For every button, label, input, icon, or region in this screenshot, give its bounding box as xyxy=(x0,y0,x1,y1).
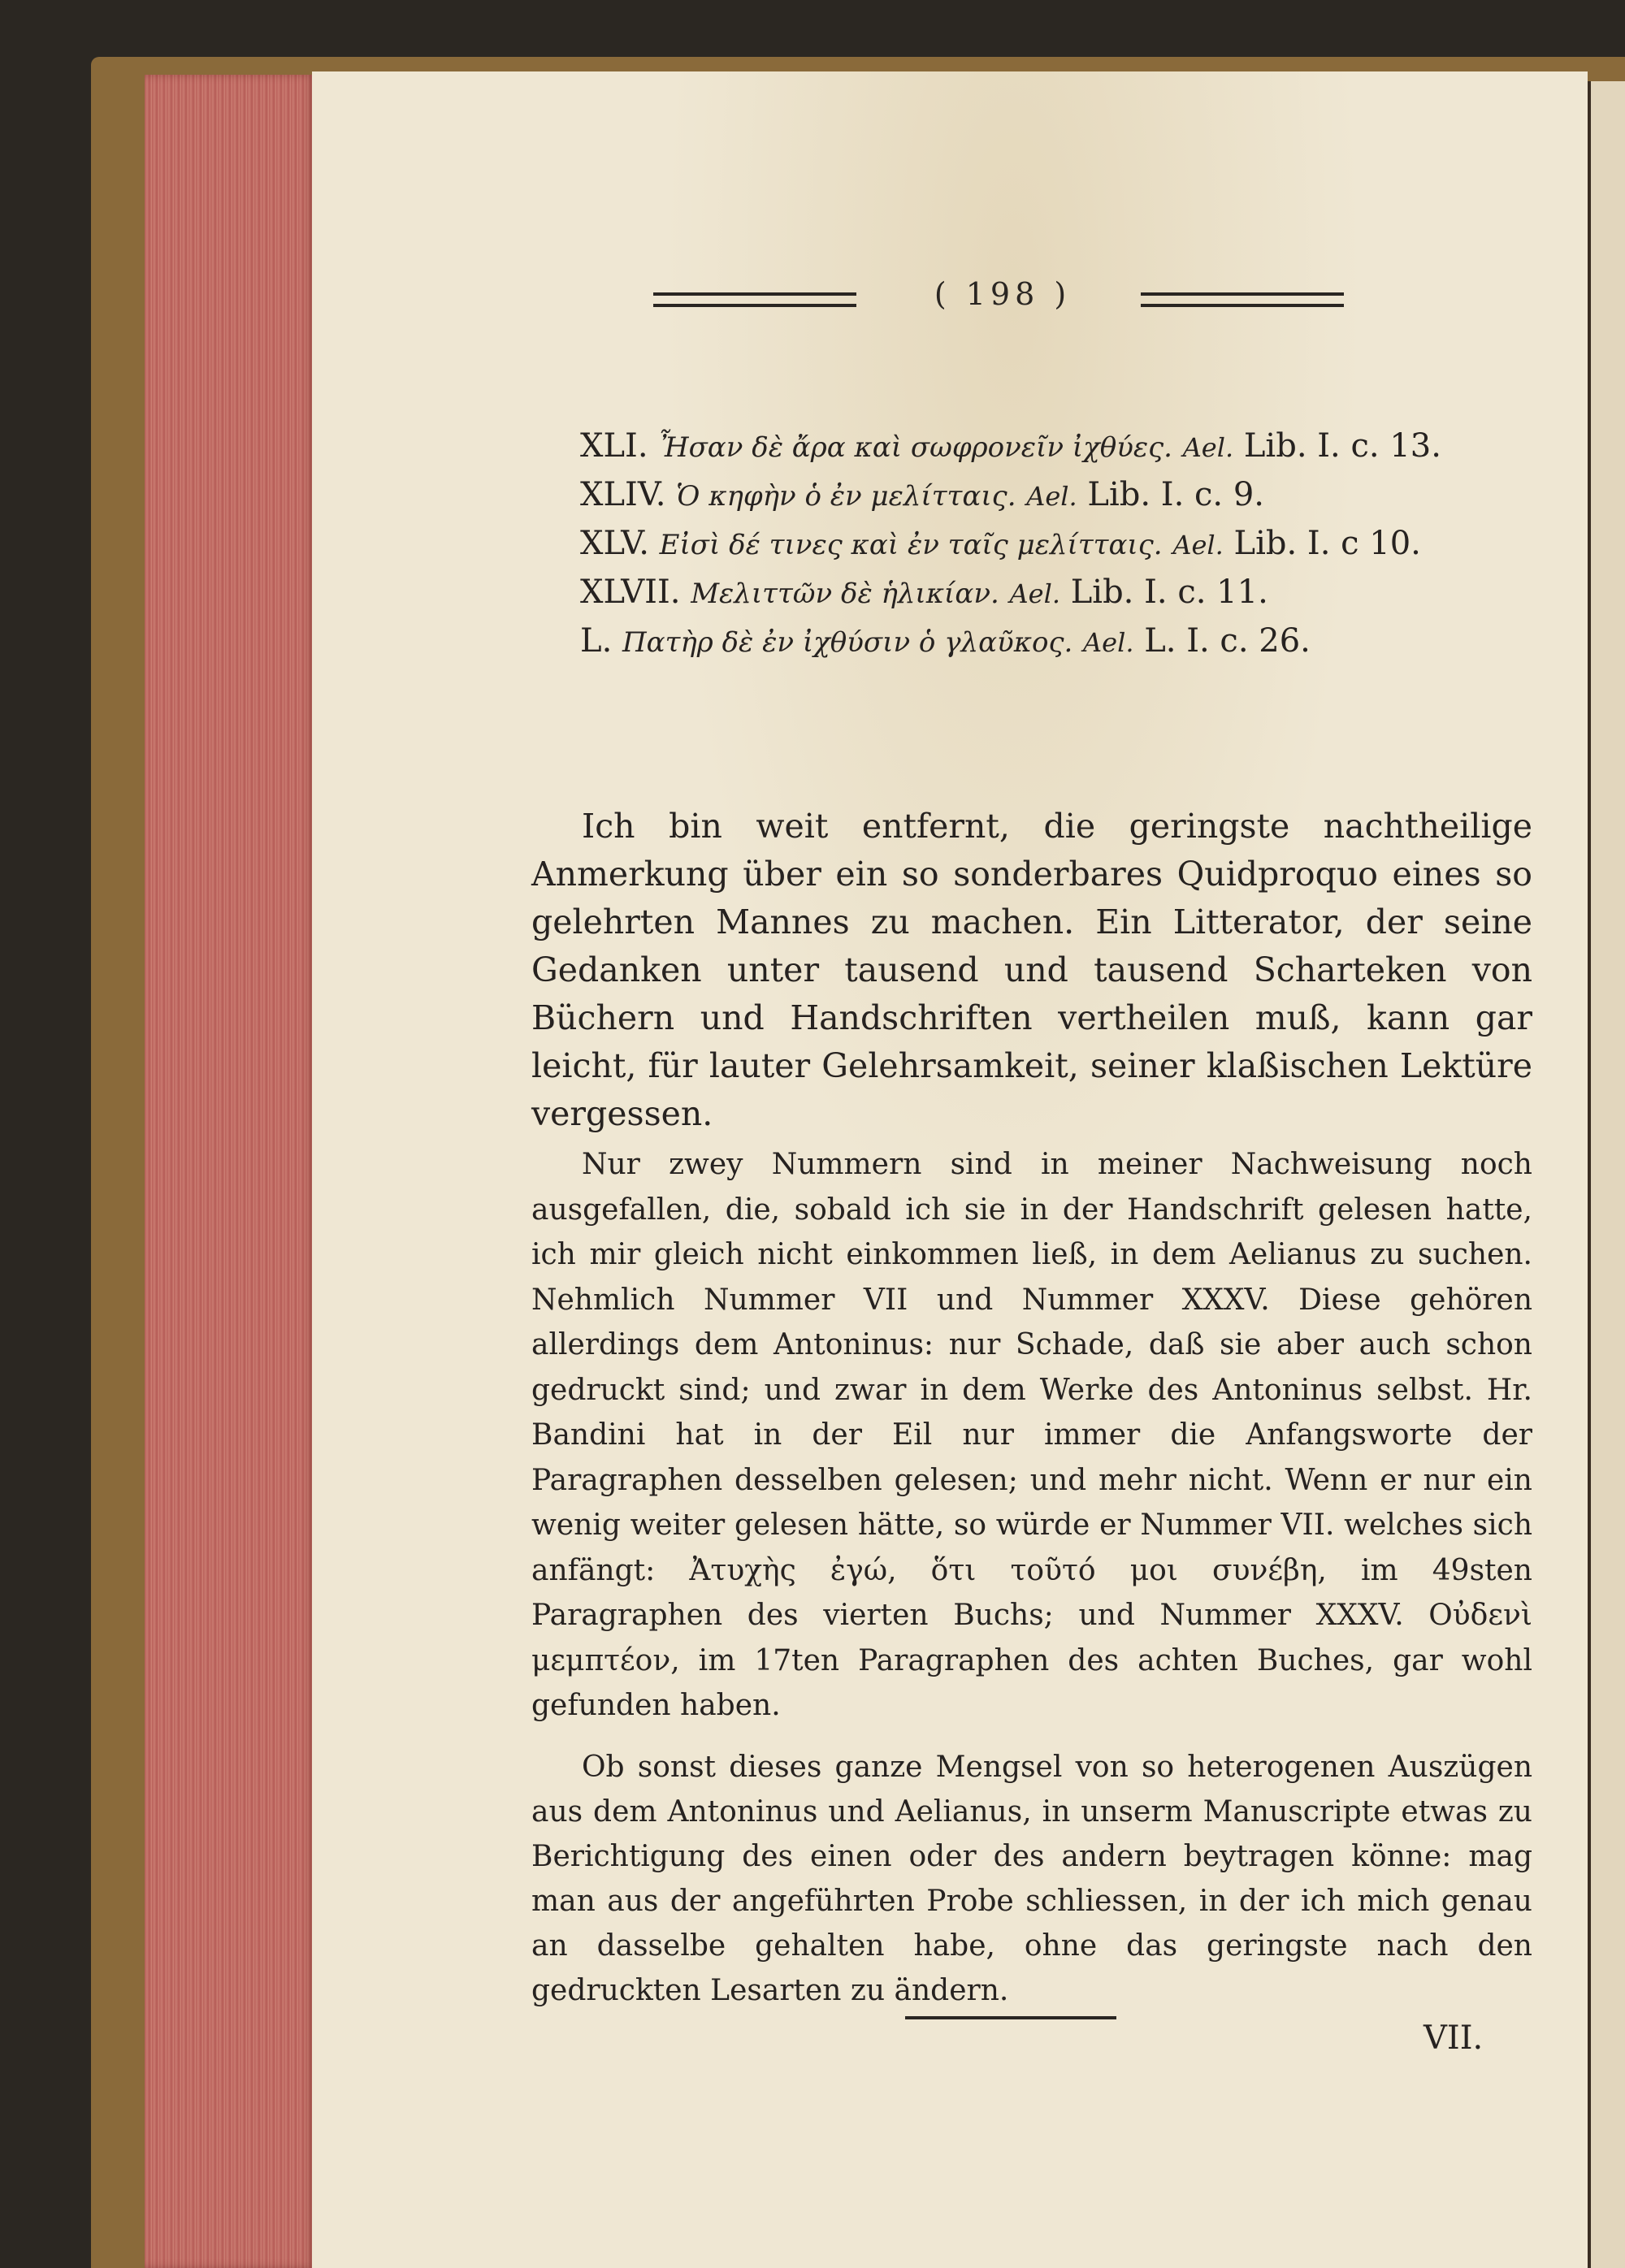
greek-text: Μελιττῶν δὲ ἡλικίαν. xyxy=(691,578,999,610)
body-paragraph: Ich bin weit entfernt, die geringste nachtheilige Anmerkung über ein so sonderbares Quidproquo eines so gelehrten Mannes zu machen. Ein Litterator, der seine Gedanken unter tausend und tausend Scharteken von Büchern und Handschriften vertheilen muß, kann gar leicht, für lauter Gelehrsamkeit, seiner klaßischen Lektüre vergessen. xyxy=(531,807,1532,1133)
catchword: VII. xyxy=(1424,2019,1484,2057)
body-paragraph: Ob sonst dieses ganze Mengsel von so heterogenen Auszügen aus dem Antoninus und Aelianus, in unserm Manuscripte etwas zu Berichtigung des einen oder des andern beytragen könne: mag man aus der angeführten Probe schliessen, in der ich mich genau an dasselbe gehalten habe, ohne das geringste nach den gedruckten Lesarten zu ändern. xyxy=(531,1751,1532,2007)
citation-entry xyxy=(580,422,1555,471)
entry-number: XLVII. xyxy=(580,573,681,611)
body-paragraph: Nur zwey Nummern sind in meiner Nachweisung noch ausgefallen, die, sobald ich sie in der Handschrift gelesen hatte, ich mir gleich nicht einkommen ließ, in dem Aelianus zu suchen. Nehmlich Nummer VII und Nummer XXXV. Diese gehören allerdings dem Antoninus: nur Schade, daß sie aber auch schon gedruckt sind; und zwar in dem Werke des Antoninus selbst. Hr. Bandini hat in der Eil nur immer die Anfangsworte der Paragraphen desselben gelesen; und mehr nicht. Wenn er nur ein wenig weiter gelesen hätte, so würde er Nummer VII. welches sich anfängt: Ἀτυχὴς ἐγώ, ὅτι τοῦτό μοι συνέβη, im 49sten Paragraphen des vierten Buchs; und Nummer XXXV. Οὐδενὶ μεμπτέον, im 17ten Paragraphen des achten Buches, gar wohl gefunden haben. xyxy=(531,1148,1532,1722)
citation-entry xyxy=(580,569,1555,617)
entry-reference: Lib. I. c 10. xyxy=(1233,525,1421,562)
citation-list xyxy=(580,422,1555,666)
entry-number: XLIV. xyxy=(580,476,666,513)
facing-page xyxy=(1586,81,1625,2268)
entry-number: XLI. xyxy=(580,427,648,465)
aelianus-abbrev: Ael. xyxy=(1026,481,1077,512)
entry-reference: Lib. I. c. 11. xyxy=(1070,573,1268,611)
closing-rule xyxy=(905,2016,1116,2019)
citation-entry xyxy=(580,471,1555,520)
header-rule-right xyxy=(1141,292,1344,307)
entry-number: XLV. xyxy=(580,525,649,562)
greek-text: Ἦσαν δὲ ἄρα καὶ σωφρονεῖν ἰχθύες. xyxy=(658,431,1172,464)
header-rule-left xyxy=(653,292,856,307)
page-number: ( 198 ) xyxy=(934,276,1072,312)
citation-entry xyxy=(580,617,1555,666)
citation-entry xyxy=(580,520,1555,569)
aelianus-abbrev: Ael. xyxy=(1009,578,1060,609)
entry-number: L. xyxy=(580,622,613,660)
entry-reference: Lib. I. c. 9. xyxy=(1087,476,1265,513)
greek-text: Ὁ κηφὴν ὁ ἐν μελίτταις. xyxy=(676,480,1016,513)
running-header xyxy=(312,276,1588,325)
greek-text: Εἰσὶ δέ τινες καὶ ἐν ταῖς μελίτταις. xyxy=(659,529,1163,561)
greek-text: Πατὴρ δὲ ἐν ἰχθύσιν ὁ γλαῦκος. xyxy=(622,626,1073,659)
page-edge xyxy=(145,75,315,2268)
book-page xyxy=(312,71,1588,2268)
entry-reference: Lib. I. c. 13. xyxy=(1243,427,1441,465)
entry-reference: L. I. c. 26. xyxy=(1144,622,1311,660)
aelianus-abbrev: Ael. xyxy=(1083,627,1134,658)
aelianus-abbrev: Ael. xyxy=(1182,432,1234,463)
aelianus-abbrev: Ael. xyxy=(1172,530,1224,561)
